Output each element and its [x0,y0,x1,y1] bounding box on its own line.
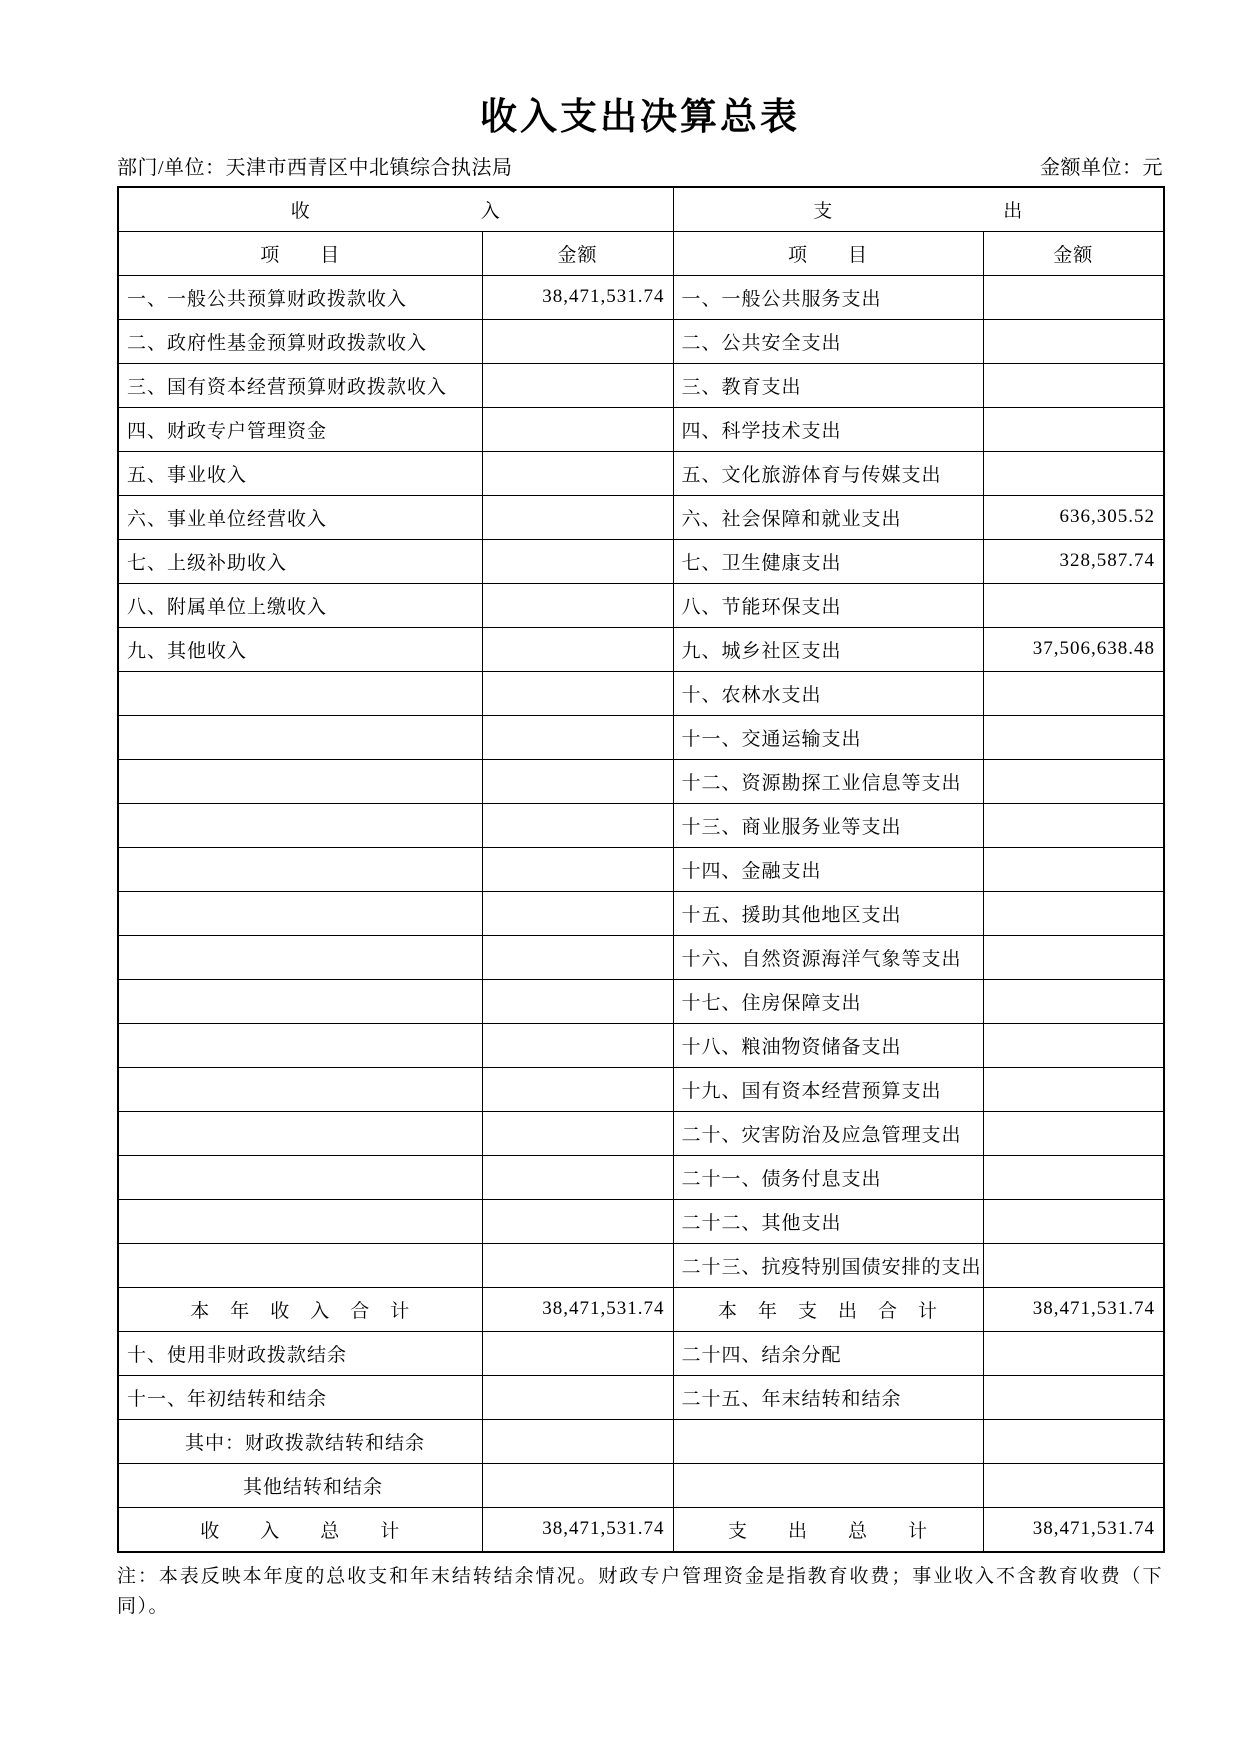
income-amount-cell [482,583,673,627]
income-item-cell: 五、事业收入 [118,451,482,495]
income-item-cell: 十一、年初结转和结余 [118,1375,482,1419]
income-amount-cell: 38,471,531.74 [482,1287,673,1331]
expense-item-cell: 三、教育支出 [673,363,983,407]
table-row [118,847,1164,891]
expense-amount-cell [983,363,1164,407]
expense-item-cell: 八、节能环保支出 [673,583,983,627]
income-item-cell [118,847,482,891]
income-item-cell: 本 年 收 入 合 计 [118,1287,482,1331]
expense-item-cell: 十八、粮油物资储备支出 [673,1023,983,1067]
expense-amount-cell: 328,587.74 [983,539,1164,583]
expense-item-cell: 六、社会保障和就业支出 [673,495,983,539]
expense-item-cell: 二十五、年末结转和结余 [673,1375,983,1419]
expense-amount-cell: 37,506,638.48 [983,627,1164,671]
expense-amount-cell [983,1243,1164,1287]
table-row [118,1111,1164,1155]
table-row [118,1419,1164,1463]
income-item-cell [118,1199,482,1243]
expense-item-column-header: 项 目 [673,231,983,275]
table-row [118,715,1164,759]
income-item-cell: 一、一般公共预算财政拨款收入 [118,275,482,319]
expense-amount-cell [983,891,1164,935]
expense-item-cell: 十四、金融支出 [673,847,983,891]
expense-item-cell: 本 年 支 出 合 计 [673,1287,983,1331]
income-amount-cell [482,363,673,407]
table-row [118,275,1164,319]
table-row [118,1331,1164,1375]
expense-item-cell: 九、城乡社区支出 [673,627,983,671]
expense-item-cell [673,1463,983,1507]
table-row [118,935,1164,979]
income-amount-cell [482,1023,673,1067]
table-row [118,1507,1164,1552]
expense-item-cell: 支 出 总 计 [673,1507,983,1552]
table-row [118,979,1164,1023]
expense-amount-cell [983,1331,1164,1375]
expense-item-cell: 二十四、结余分配 [673,1331,983,1375]
table-row [118,583,1164,627]
expense-item-cell [673,1419,983,1463]
expense-amount-cell: 38,471,531.74 [983,1507,1164,1552]
expense-amount-cell [983,803,1164,847]
income-item-cell [118,935,482,979]
income-amount-cell [482,1419,673,1463]
table-row [118,539,1164,583]
expense-char-2: 出 [1003,200,1024,222]
income-item-cell [118,1067,482,1111]
income-amount-cell [482,1111,673,1155]
accounts-table [117,186,1165,1553]
income-amount-cell [482,1375,673,1419]
expense-item-cell: 一、一般公共服务支出 [673,275,983,319]
income-item-cell: 十、使用非财政拨款结余 [118,1331,482,1375]
table-row [118,1287,1164,1331]
expense-item-cell: 五、文化旅游体育与传媒支出 [673,451,983,495]
expense-item-cell: 十七、住房保障支出 [673,979,983,1023]
income-amount-cell [482,979,673,1023]
expense-amount-cell [983,759,1164,803]
income-amount-cell [482,539,673,583]
income-item-cell: 收 入 总 计 [118,1507,482,1552]
expense-amount-cell [983,1155,1164,1199]
expense-char-1: 支 [813,200,834,222]
income-item-cell: 八、附属单位上缴收入 [118,583,482,627]
income-amount-cell [482,759,673,803]
income-section-header [118,187,673,232]
expense-amount-cell [983,715,1164,759]
expense-amount-cell [983,935,1164,979]
table-row [118,1463,1164,1507]
column-header-row [118,231,1164,275]
income-item-cell [118,1111,482,1155]
expense-item-cell: 十二、资源勘探工业信息等支出 [673,759,983,803]
expense-section-label [682,196,1156,223]
income-char-2: 入 [480,200,501,222]
amount-unit-label: 金额单位：元 [1040,156,1163,179]
page-title: 收入支出决算总表 [480,97,800,138]
income-amount-cell [482,319,673,363]
expense-item-cell: 二十一、债务付息支出 [673,1155,983,1199]
income-amount-cell [482,803,673,847]
table-row [118,759,1164,803]
income-item-cell [118,1023,482,1067]
table-row [118,1067,1164,1111]
income-amount-cell [482,1155,673,1199]
income-item-cell: 四、财政专户管理资金 [118,407,482,451]
income-amount-cell [482,671,673,715]
expense-amount-cell [983,407,1164,451]
table-row [118,1155,1164,1199]
income-item-cell: 九、其他收入 [118,627,482,671]
table-row [118,319,1164,363]
table-row [118,891,1164,935]
expense-amount-cell [983,1463,1164,1507]
expense-section-header [673,187,1164,232]
expense-amount-column-header: 金额 [983,231,1164,275]
expense-amount-cell [983,1023,1164,1067]
expense-amount-cell [983,1067,1164,1111]
table-row [118,407,1164,451]
income-amount-cell [482,407,673,451]
expense-amount-cell [983,451,1164,495]
income-item-cell [118,1155,482,1199]
document-page [117,0,1163,1622]
expense-item-cell: 十、农林水支出 [673,671,983,715]
income-amount-cell [482,1463,673,1507]
expense-item-cell: 七、卫生健康支出 [673,539,983,583]
expense-amount-cell: 38,471,531.74 [983,1287,1164,1331]
income-amount-cell [482,1243,673,1287]
expense-amount-cell [983,319,1164,363]
expense-amount-cell [983,583,1164,627]
income-item-cell [118,671,482,715]
table-row [118,1243,1164,1287]
income-item-cell [118,715,482,759]
income-item-cell [118,891,482,935]
expense-item-cell: 十一、交通运输支出 [673,715,983,759]
income-amount-cell [482,935,673,979]
department-label: 部门/单位：天津市西青区中北镇综合执法局 [117,156,513,179]
expense-amount-cell [983,1111,1164,1155]
expense-amount-cell [983,1419,1164,1463]
expense-amount-cell [983,671,1164,715]
expense-item-cell: 十六、自然资源海洋气象等支出 [673,935,983,979]
income-item-cell [118,759,482,803]
expense-item-cell: 十三、商业服务业等支出 [673,803,983,847]
income-section-label [127,196,665,223]
table-row [118,1199,1164,1243]
income-item-cell: 二、政府性基金预算财政拨款收入 [118,319,482,363]
section-header-row [118,187,1164,232]
income-amount-cell [482,1331,673,1375]
income-item-cell [118,803,482,847]
income-amount-column-header: 金额 [482,231,673,275]
income-item-cell: 其中：财政拨款结转和结余 [118,1419,482,1463]
income-amount-cell [482,891,673,935]
expense-item-cell: 十九、国有资本经营预算支出 [673,1067,983,1111]
table-row [118,671,1164,715]
income-item-cell: 六、事业单位经营收入 [118,495,482,539]
income-char-1: 收 [290,200,311,222]
table-row [118,363,1164,407]
footnote: 注：本表反映本年度的总收支和年末结转结余情况。财政专户管理资金是指教育收费；事业收入不含教育收费（下同）。 [117,1565,1163,1617]
income-amount-cell [482,1199,673,1243]
table-row [118,451,1164,495]
income-item-cell: 其他结转和结余 [118,1463,482,1507]
expense-amount-cell [983,275,1164,319]
expense-item-cell: 二、公共安全支出 [673,319,983,363]
table-row [118,495,1164,539]
income-amount-cell [482,715,673,759]
table-row [118,627,1164,671]
income-amount-cell [482,451,673,495]
income-amount-cell: 38,471,531.74 [482,1507,673,1552]
table-row [118,803,1164,847]
income-amount-cell [482,495,673,539]
income-item-cell [118,1243,482,1287]
meta-line [117,151,1163,180]
income-amount-cell [482,847,673,891]
expense-item-cell: 四、科学技术支出 [673,407,983,451]
income-item-cell [118,979,482,1023]
expense-amount-cell [983,1375,1164,1419]
income-amount-cell [482,627,673,671]
expense-amount-cell [983,979,1164,1023]
expense-amount-cell: 636,305.52 [983,495,1164,539]
expense-item-cell: 十五、援助其他地区支出 [673,891,983,935]
expense-amount-cell [983,1199,1164,1243]
table-row [118,1023,1164,1067]
income-item-cell: 三、国有资本经营预算财政拨款收入 [118,363,482,407]
table-row [118,1375,1164,1419]
income-amount-cell [482,1067,673,1111]
expense-item-cell: 二十、灾害防治及应急管理支出 [673,1111,983,1155]
expense-item-cell: 二十三、抗疫特别国债安排的支出 [673,1243,983,1287]
income-item-column-header: 项 目 [118,231,482,275]
table-body [118,187,1164,1552]
expense-item-cell: 二十二、其他支出 [673,1199,983,1243]
income-amount-cell: 38,471,531.74 [482,275,673,319]
income-item-cell: 七、上级补助收入 [118,539,482,583]
expense-amount-cell [983,847,1164,891]
